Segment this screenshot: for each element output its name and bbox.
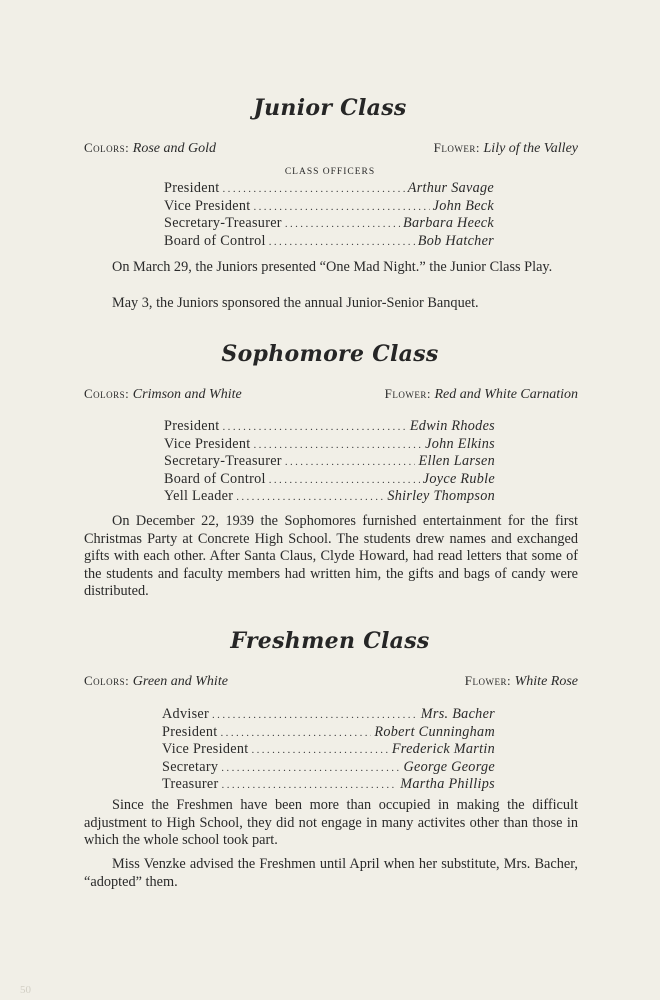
officer-row: Vice President ..... John Beck [164, 198, 494, 216]
freshmen-officers-list [162, 706, 495, 794]
freshmen-paragraph-adjustment: Since the Freshmen have been more than occupied in making the difficult adjustment to High School, they did not engage in many activites other than those in which the whole school took part. [84, 797, 578, 848]
freshmen-paragraph-adviser: Miss Venzke advised the Freshmen until April when her substitute, Mrs. Bacher, “adopted” them. [84, 856, 578, 890]
junior-colors-flower [84, 139, 578, 157]
officer-row: Secretary ..... George George [162, 759, 495, 777]
page-number: 50 [20, 984, 31, 996]
junior-officers-list [164, 180, 494, 250]
officer-row: Vice President ..... John Elkins [164, 436, 495, 454]
officer-row: Board of Control ..... Bob Hatcher [164, 233, 494, 251]
freshmen-colors: Colors: Green and White [84, 673, 228, 689]
junior-flower: Flower: Lily of the Valley [433, 140, 578, 156]
junior-class-title: Junior Class [253, 95, 407, 121]
freshmen-flower: Flower: White Rose [464, 673, 578, 689]
sophomore-class-title: Sophomore Class [221, 341, 439, 367]
officer-row: President ..... Arthur Savage [164, 180, 494, 198]
officer-row: Secretary-Treasurer ..... Barbara Heeck [164, 215, 494, 233]
sophomore-colors-flower [84, 385, 578, 403]
officer-row: Treasurer ..... Martha Phillips [162, 776, 495, 794]
freshmen-class-title: Freshmen Class [230, 628, 430, 654]
sophomore-officers-list [164, 418, 495, 506]
junior-paragraph-play: On March 29, the Juniors presented “One Mad Night.” the Junior Class Play. [112, 259, 553, 275]
sophomore-paragraph: On December 22, 1939 the Sophomores furnished entertainment for the first Christmas Party at Concrete High School. The students drew names and exchanged gifts with each other. After Santa Claus, Clyde Howard, had read letters that some of the students and faculty members had written him, the gifts and bags of candy were distributed. [84, 513, 578, 599]
junior-paragraph-banquet: May 3, the Juniors sponsored the annual Junior-Senior Banquet. [112, 295, 479, 311]
officer-row: President ..... Edwin Rhodes [164, 418, 495, 436]
officer-row: Adviser ..... Mrs. Bacher [162, 706, 495, 724]
junior-colors: Colors: Rose and Gold [84, 140, 217, 156]
officer-row: Secretary-Treasurer ..... Ellen Larsen [164, 453, 495, 471]
officers-heading: CLASS OFFICERS [284, 167, 376, 177]
officer-row: Vice President ..... Frederick Martin [162, 741, 495, 759]
sophomore-flower: Flower: Red and White Carnation [384, 386, 578, 402]
sophomore-colors: Colors: Crimson and White [84, 386, 242, 402]
officer-row: President ..... Robert Cunningham [162, 724, 495, 742]
freshmen-colors-flower [84, 672, 578, 690]
officer-row: Board of Control ..... Joyce Ruble [164, 471, 495, 489]
officer-row: Yell Leader ..... Shirley Thompson [164, 488, 495, 506]
